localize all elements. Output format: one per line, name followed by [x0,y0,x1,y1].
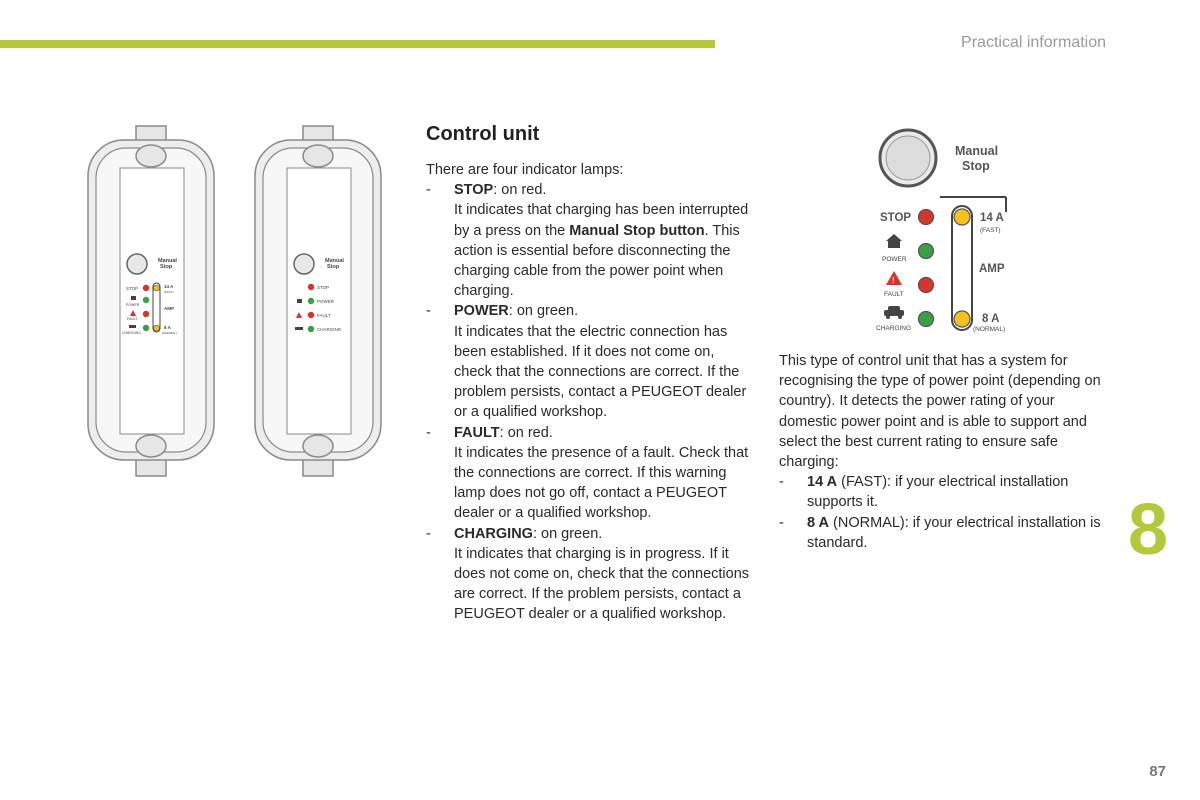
control-units-illustration [80,120,400,480]
control-panel-closeup [872,124,1020,338]
power-text: POWER [882,256,907,263]
control-unit-2 [255,126,381,476]
unit2-stop-text: STOP [317,285,330,290]
section-heading: Control unit [426,123,540,145]
chapter-number: 8 [1128,490,1169,570]
unit1-amp-low-lamp [154,325,160,331]
unit2-charging-icon [295,327,303,330]
lamp-name: CHARGING [454,525,533,542]
control-unit-1 [88,126,214,476]
lamp-power-item: - POWER: on green. It indicates that the electric connection has been established. If it does not come on, check that the connections are correct. If the problem persists, contact a PEUGEOT dealer or a qualified workshop. [426,303,747,421]
section-title: Practical information [961,34,1106,51]
unit1-amp-high-sub: (FAST) [164,290,174,294]
amp-high-sub: (FAST) [980,227,1001,234]
option-name: 8 A [807,514,830,531]
stop-text: STOP [880,212,912,224]
amp-low-sub: (NORMAL) [973,326,1006,333]
manual-label: Manual [955,144,999,158]
lamp-name: STOP [454,182,494,199]
unit1-stop-text: STOP [126,286,139,291]
unit2-fault-lamp [308,312,314,318]
svg-text:!: ! [892,276,895,285]
power-rating-section [779,351,1109,553]
lamp-name: POWER [454,303,509,320]
unit1-power-lamp [143,297,149,303]
unit1-amp: AMP [164,306,174,311]
amp-text: AMP [979,263,1005,275]
stop-label: Stop [962,159,990,173]
unit1-fault-lamp [143,311,149,317]
lamp-charging-item: - CHARGING: on green. It indicates that charging is in progress. If it does not come on, check that the connections are correct. If the problem persists, contact a PEUGEOT dealer or a qualified workshop. [426,525,750,623]
unit1-amp-low-sub: (NORMAL) [162,331,177,335]
unit1-amp-high: 14 A [164,284,174,289]
amp-high-lamp [954,209,970,225]
lamp-fault-item: - FAULT: on red. It indicates the presence of a fault. Check that the connections are correct. If this warning lamp does not go off, contact a PEUGEOT dealer or a qualified workshop. [426,424,749,522]
fault-lamp [919,278,934,293]
unit2-power-lamp [308,298,314,304]
option-14a: - 14 A (FAST): if your electrical installation supports it. [779,474,1069,511]
intro-text: There are four indicator lamps: [426,162,624,178]
page-number: 87 [1149,763,1166,780]
amp-high-text: 14 A [980,212,1004,224]
unit1-charging-text: CHARGING [122,331,141,335]
unit1-stop-label: Stop [160,264,173,270]
unit2-power-icon [297,299,302,303]
unit1-power-icon [131,296,136,300]
unit2-stop-lamp [308,284,314,290]
unit1-amp-low: 8 A [164,325,171,330]
option-name: 14 A [807,474,838,491]
unit1-power-text: POWER [126,303,140,307]
unit2-fault-text: FAULT [317,313,331,318]
header-accent-bar [0,40,715,48]
unit2-charging-lamp [308,326,314,332]
unit1-charging-lamp [143,325,149,331]
amp-low-lamp [954,311,970,327]
unit2-charging-text: CHARGING [317,327,342,332]
amp-low-text: 8 A [982,313,1000,325]
unit2-manual-label: Manual [325,258,344,264]
unit1-fault-text: FAULT [127,317,138,321]
charging-lamp [919,312,934,327]
fault-text: FAULT [884,291,904,298]
unit2-power-text: POWER [317,299,335,304]
unit1-stop-lamp [143,285,149,291]
power-lamp [919,244,934,259]
unit1-charging-icon [129,325,136,328]
charging-text: CHARGING [876,325,912,332]
unit1-amp-high-lamp [154,285,160,291]
unit2-stop-label: Stop [327,264,340,270]
lamp-stop-item: - STOP: on red. It indicates that charging has been interrupted by a press on the Manual Stop button. This action is essential before disconnecting the charging cable from the power point when charging. [426,182,749,300]
stop-lamp [919,210,934,225]
lamp-name: FAULT [454,424,500,441]
unit1-manual-label: Manual [158,258,177,264]
control-unit-section [426,120,756,625]
option-8a: - 8 A (NORMAL): if your electrical installation is standard. [779,514,1101,551]
power-rating-text: This type of control unit that has a system for recognising the type of power point (depending on country). It detects the power rating of your domestic power point and is able to support and select the best current rating to ensure safe charging: [779,353,1101,471]
